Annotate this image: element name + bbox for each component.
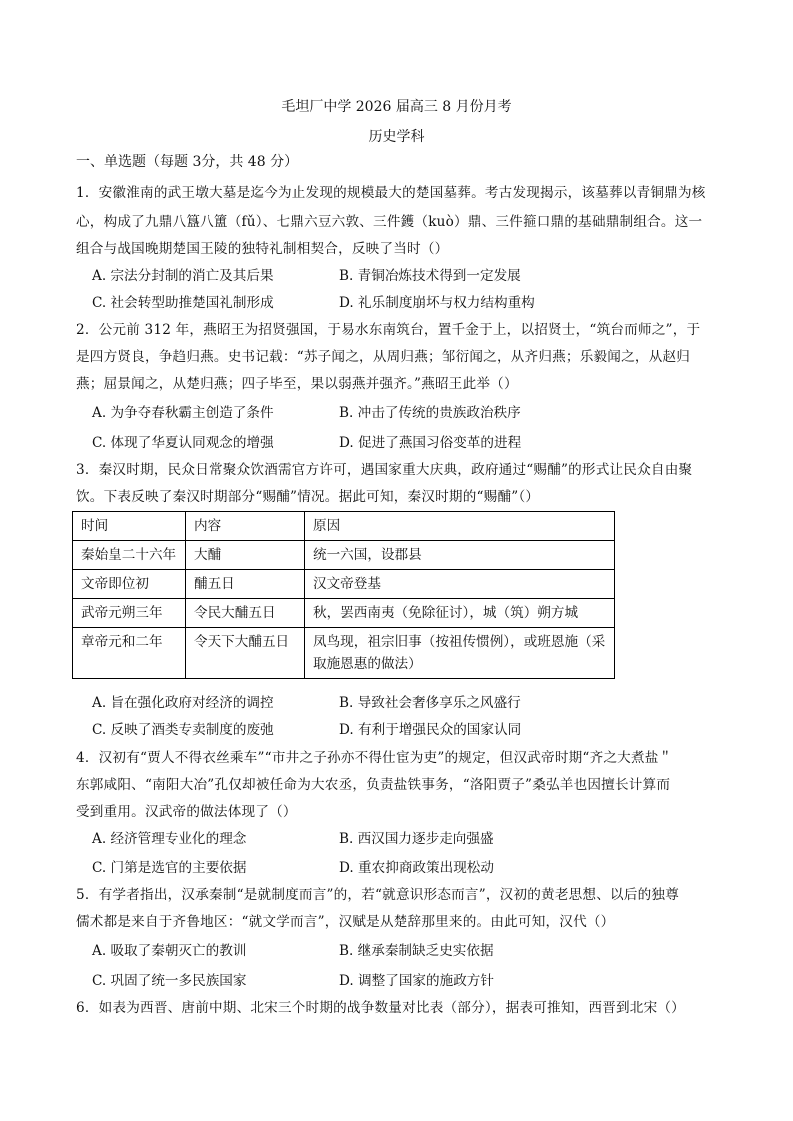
q5-stem-line-1: 5．有学者指出，汉承秦制“是就制度而言”的，若“就意识形态而言”，汉初的黄老思想、以后的独尊 [76,887,679,903]
table-cell: 统一六国，设郡县 [305,541,615,570]
q1-option-a[interactable]: A. 宗法分封制的消亡及其后果 [92,268,274,284]
q1-option-c[interactable]: C. 社会转型助推楚国礼制形成 [92,295,274,311]
q1-stem-line-1: 1．安徽淮南的武王墩大墓是迄今为止发现的规模最大的楚国墓葬。考古发现揭示，该墓葬以青铜鼎为核 [76,185,706,201]
exam-subject: 历史学科 [368,129,425,145]
table-header-cell: 原因 [305,512,615,541]
table-cell: 酺五日 [186,570,305,599]
q1-stem-line-3: 组合与战国晚期楚国王陵的独特礼制相契合，反映了当时（） [76,241,449,257]
q1-option-b[interactable]: B. 青铜冶炼技术得到一定发展 [339,268,521,284]
q3-option-d[interactable]: D. 有利于增强民众的国家认同 [339,722,522,738]
section-heading: 一、单选题（每题 3分，共 48 分） [76,154,299,170]
q3-stem-line-1: 3．秦汉时期，民众日常聚众饮酒需官方许可，遇国家重大庆典，政府通过“赐酺”的形式让民众自由聚 [76,462,693,478]
q1-option-d[interactable]: D. 礼乐制度崩坏与权力结构重构 [339,295,535,311]
table-cell: 文帝即位初 [73,570,186,599]
q6-stem-line-1: 6．如表为西晋、唐前中期、北宋三个时期的战争数量对比表（部分），据表可推知，西晋到北宋（） [76,1000,685,1016]
table-header-row [73,512,615,541]
table-row [73,599,615,628]
q2-stem-line-2: 是四方贤良，争趋归燕。史书记载：“苏子闻之，从周归燕；邹衍闻之，从齐归燕；乐毅闻之，从赵归 [76,349,691,365]
q2-option-d[interactable]: D. 促进了燕国习俗变革的进程 [339,435,522,451]
q4-option-d[interactable]: D. 重农抑商政策出现松动 [339,860,494,876]
q3-option-b[interactable]: B. 导致社会奢侈享乐之风盛行 [339,695,521,711]
exam-title: 毛坦厂中学 2026 届高三 8 月份月考 [281,99,512,115]
q5-option-a[interactable]: A. 吸取了秦朝灭亡的教训 [92,943,247,959]
q4-option-c[interactable]: C. 门第是选官的主要依据 [92,860,247,876]
table-row [73,541,615,570]
table-cell: 章帝元和二年 [73,628,186,679]
q5-stem-line-2: 儒术都是来自于齐鲁地区：“就文学而言”，汉赋是从楚辞那里来的。由此可知，汉代（） [76,914,615,930]
q4-stem-line-2: 东郭咸阳、“南阳大冶”孔仅却被任命为大农丞，负责盐铁事务，“洛阳贾子”桑弘羊也因擅长计算而 [76,777,671,793]
table-header-cell: 内容 [186,512,305,541]
q2-option-a[interactable]: A. 为争夺春秋霸主创造了条件 [92,405,274,421]
table-cell: 令天下大酺五日 [186,628,305,679]
table-row [73,570,615,599]
table-row [73,628,615,679]
table-cell: 令民大酺五日 [186,599,305,628]
q2-stem-line-3: 燕；屈景闻之，从楚归燕；四子毕至，果以弱燕并强齐。”燕昭王此举（） [76,376,518,392]
q4-stem-line-3: 受到重用。汉武帝的做法体现了（） [76,804,297,820]
q3-option-a[interactable]: A. 旨在强化政府对经济的调控 [92,695,274,711]
table-cell: 大酺 [186,541,305,570]
q5-option-b[interactable]: B. 继承秦制缺乏史实依据 [339,943,494,959]
q3-history-table [72,511,615,679]
q1-stem-line-2: 心，构成了九鼎八簋八簠（fǔ）、七鼎六豆六敦、三件鑊（kuò）鼎、三件箍口鼎的基础鼎制组合。这一 [76,214,703,230]
table-header-cell: 时间 [73,512,186,541]
q4-stem-line-1: 4．汉初有“贾人不得衣丝乘车”“市井之子孙亦不得仕宦为吏”的规定，但汉武帝时期“齐之大煮盐＂ [76,750,673,766]
q3-option-c[interactable]: C. 反映了酒类专卖制度的废弛 [92,722,274,738]
q4-option-b[interactable]: B. 西汉国力逐步走向强盛 [339,831,494,847]
q5-option-d[interactable]: D. 调整了国家的施政方针 [339,973,494,989]
table-cell: 武帝元朔三年 [73,599,186,628]
table-cell: 秦始皇二十六年 [73,541,186,570]
table-cell: 汉文帝登基 [305,570,615,599]
q2-option-b[interactable]: B. 冲击了传统的贵族政治秩序 [339,405,521,421]
q2-stem-line-1: 2．公元前 312 年，燕昭王为招贤强国，于易水东南筑台，置千金于上，以招贤士，“筑台而师之”，于 [76,322,701,338]
q5-option-c[interactable]: C. 巩固了统一多民族国家 [92,973,247,989]
q4-option-a[interactable]: A. 经济管理专业化的理念 [92,831,247,847]
q2-option-c[interactable]: C. 体现了华夏认同观念的增强 [92,435,274,451]
table-cell: 秋，罢西南夷（免除征讨），城（筑）朔方城 [305,599,615,628]
table-cell: 凤鸟现，祖宗旧事（按祖传惯例），或班恩施（采取施恩惠的做法） [305,628,615,679]
q3-stem-line-2: 饮。下表反映了秦汉时期部分“赐酺”情况。据此可知，秦汉时期的“赐酺”（） [76,489,540,505]
